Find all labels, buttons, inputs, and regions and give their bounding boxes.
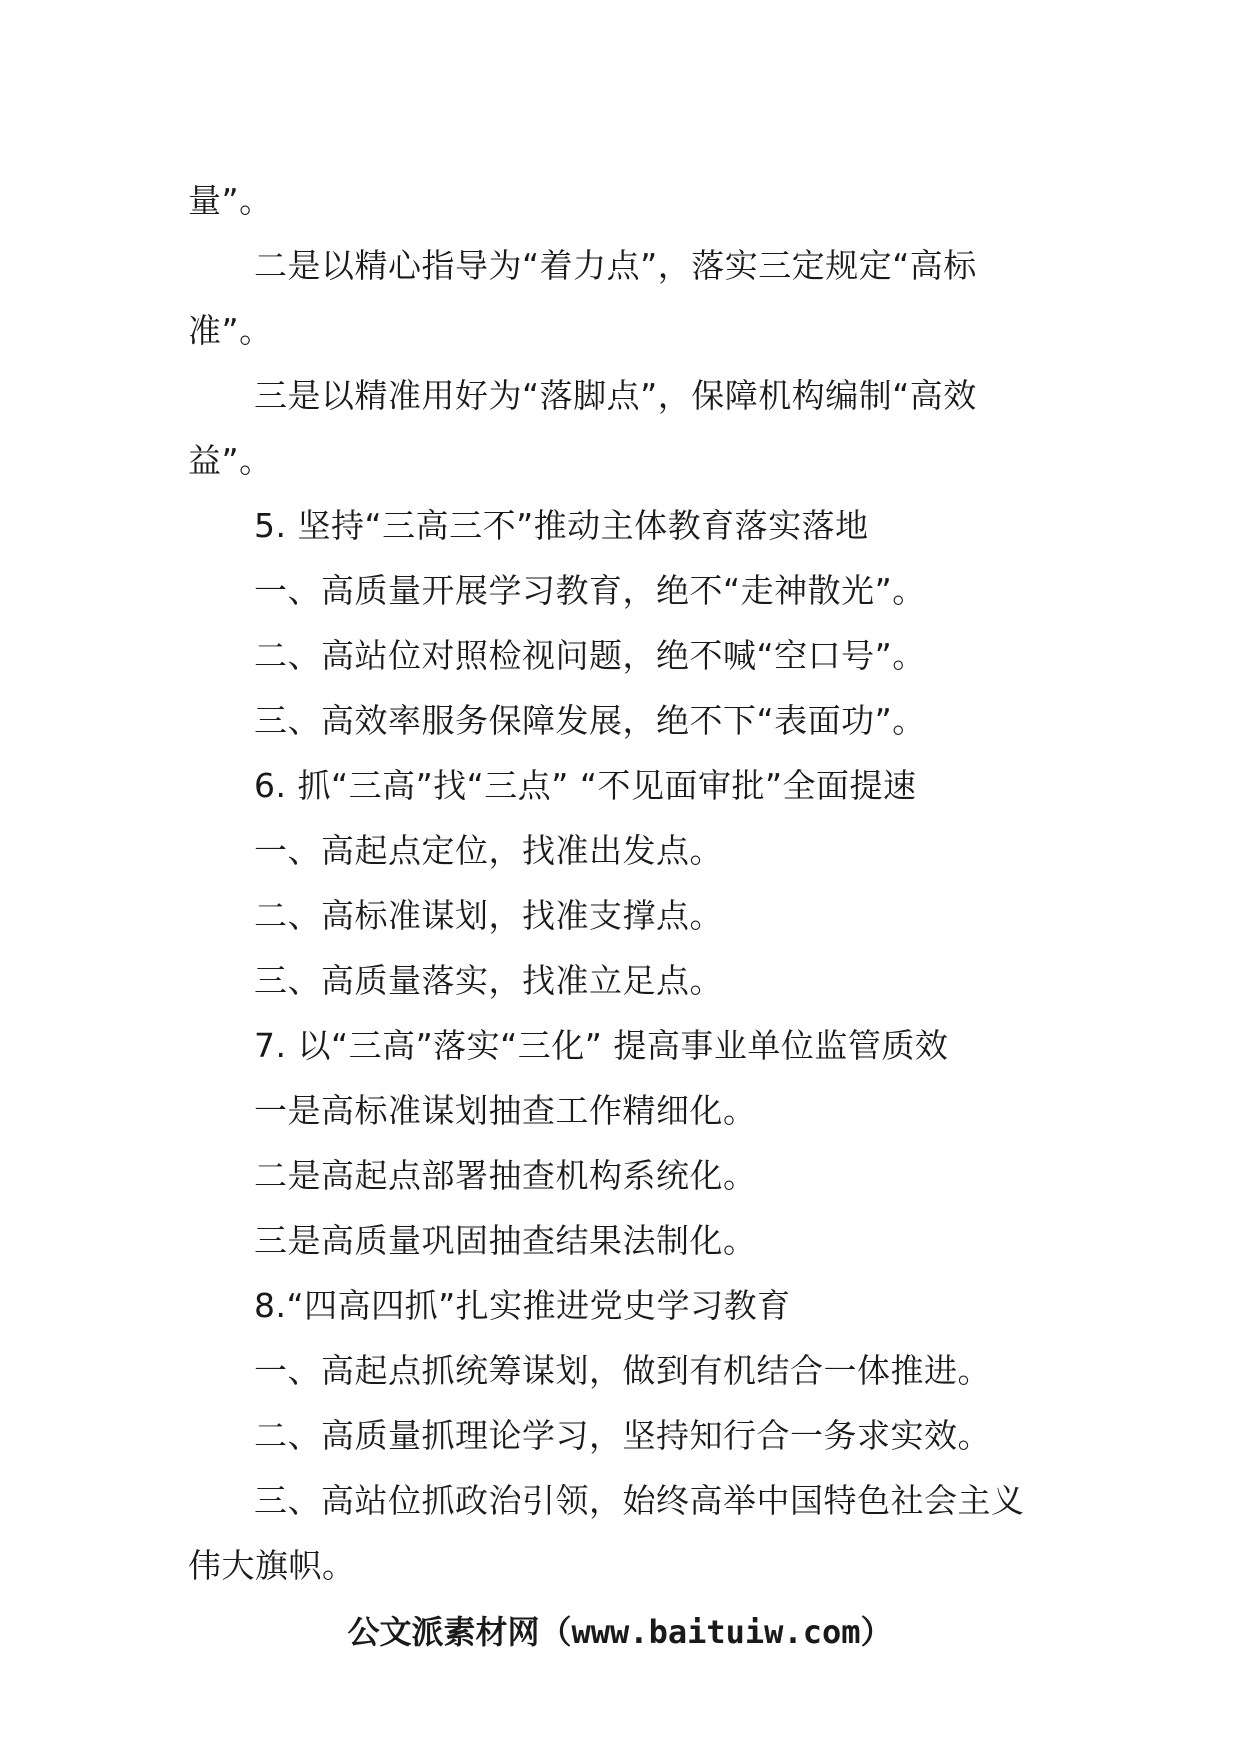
section-heading-7: 7. 以“三高”落实“三化” 提高事业单位监管质效 — [254, 1026, 949, 1065]
list-item: 三、高效率服务保障发展，绝不下“表面功”。 — [254, 701, 926, 740]
list-item: 二是高起点部署抽查机构系统化。 — [254, 1156, 757, 1195]
section-heading-6: 6. 抓“三高”找“三点” “不见面审批”全面提速 — [254, 766, 917, 805]
footer-watermark — [0, 1612, 1240, 1652]
text-line: 准”。 — [188, 311, 273, 350]
text-line: 益”。 — [188, 441, 273, 480]
text-line: 伟大旗帜。 — [188, 1546, 356, 1585]
list-item: 三是高质量巩固抽查结果法制化。 — [254, 1221, 757, 1260]
list-item: 二、高质量抓理论学习，坚持知行合一务求实效。 — [254, 1416, 991, 1455]
list-item: 三、高站位抓政治引领，始终高举中国特色社会主义 — [254, 1481, 1025, 1520]
list-item: 一、高质量开展学习教育，绝不“走神散光”。 — [254, 571, 926, 610]
section-heading-8: 8.“四高四抓”扎实推进党史学习教育 — [254, 1286, 791, 1325]
footer-site-name: 公文派素材网 — [347, 1613, 540, 1651]
list-item: 二、高站位对照检视问题，绝不喊“空口号”。 — [254, 636, 926, 675]
text-line: 二是以精心指导为“着力点”，落实三定规定“高标 — [254, 246, 977, 285]
list-item: 二、高标准谋划，找准支撑点。 — [254, 896, 723, 935]
text-line: 量”。 — [188, 181, 273, 220]
list-item: 一、高起点抓统筹谋划，做到有机结合一体推进。 — [254, 1351, 991, 1390]
section-heading-5: 5. 坚持“三高三不”推动主体教育落实落地 — [254, 506, 869, 545]
list-item: 一是高标准谋划抽查工作精细化。 — [254, 1091, 757, 1130]
list-item: 三、高质量落实，找准立足点。 — [254, 961, 723, 1000]
document-body — [188, 168, 1068, 1598]
text-line: 三是以精准用好为“落脚点”，保障机构编制“高效 — [254, 376, 977, 415]
list-item: 一、高起点定位，找准出发点。 — [254, 831, 723, 870]
footer-url: （www.baituiw.com） — [539, 1613, 893, 1651]
